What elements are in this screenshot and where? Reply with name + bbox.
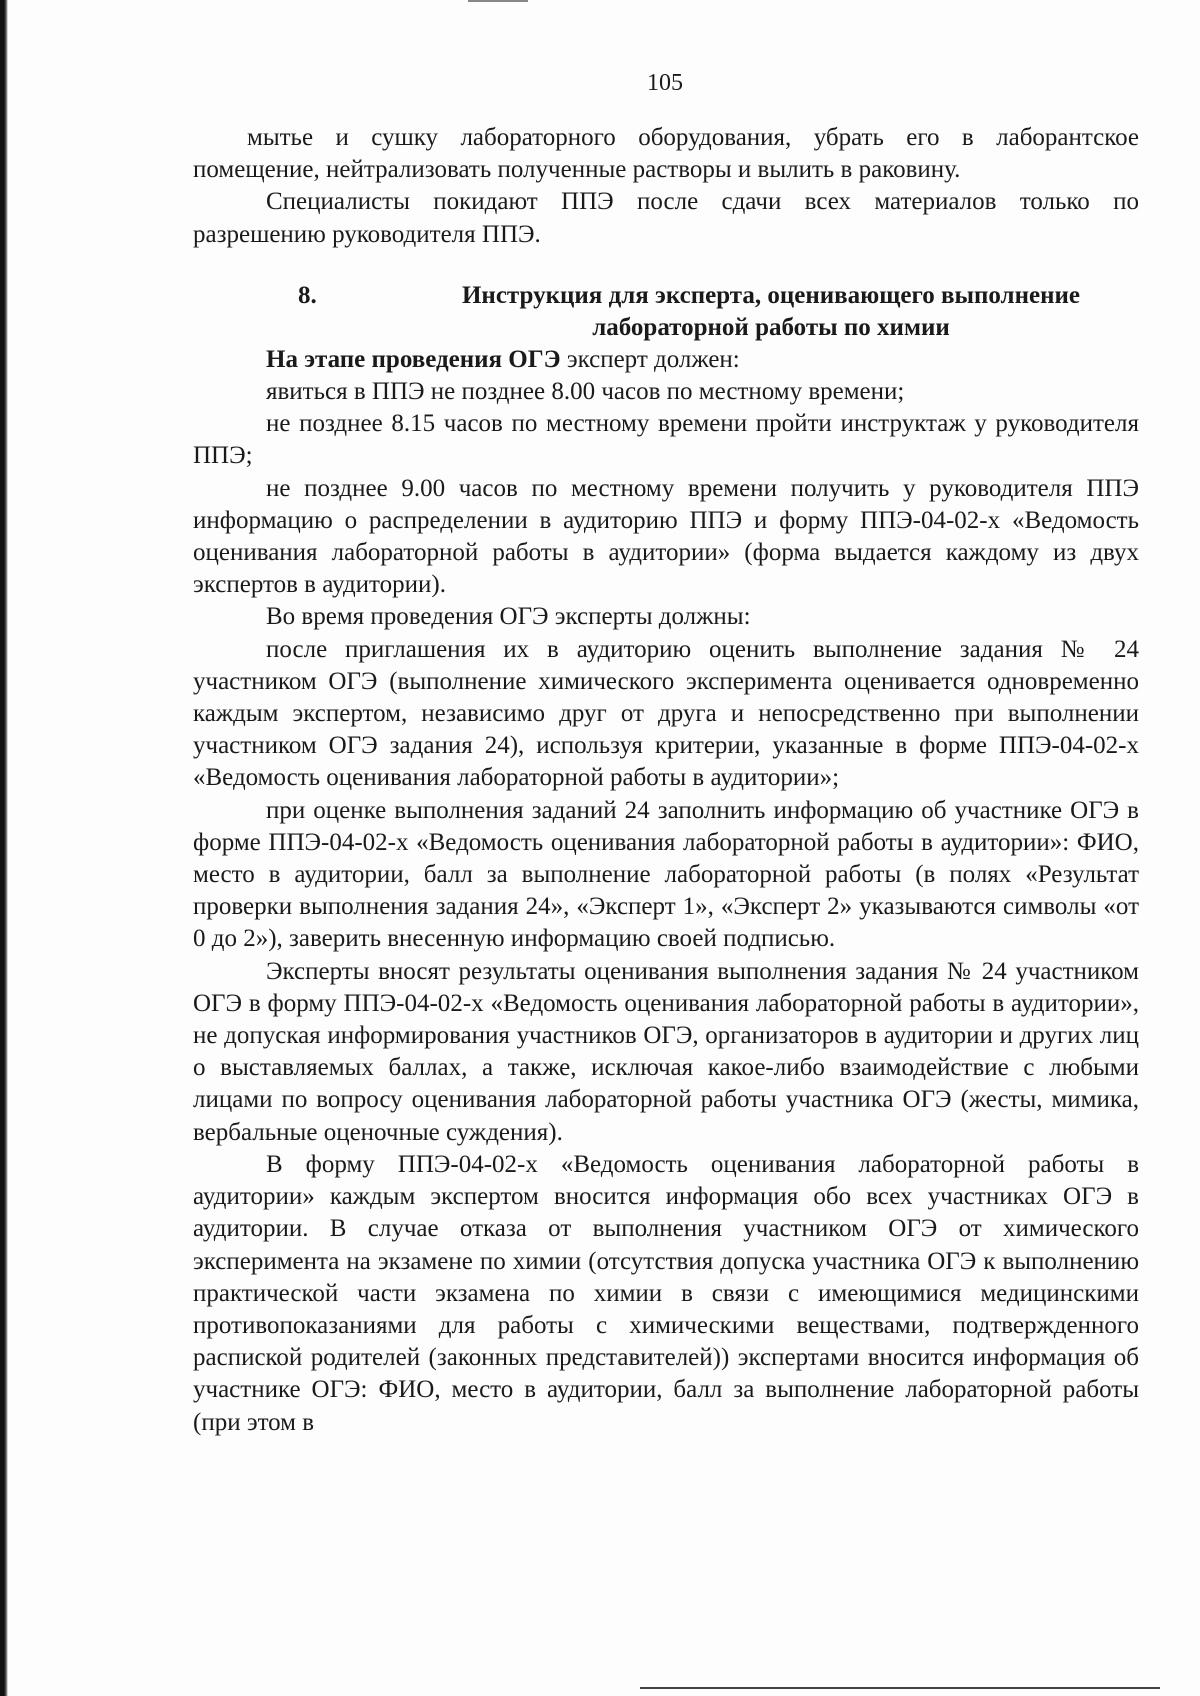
page-number: 105 <box>647 70 683 96</box>
paragraph: Во время проведения ОГЭ эксперты должны: <box>266 603 751 631</box>
paragraph: не позднее 8.15 часов по местному времени пройти инструктаж у руководителя ППЭ; <box>193 410 1139 470</box>
section-heading <box>193 280 1139 344</box>
paragraph: Специалисты покидают ППЭ после сдачи всех материалов только по разрешению руководителя ППЭ. <box>193 188 1139 248</box>
stage-heading <box>193 344 1139 376</box>
section-title: Инструкция для эксперта, оценивающего выполнение лабораторной работы по химии <box>461 281 1080 341</box>
section-number: 8. <box>298 281 317 309</box>
scan-top-mark <box>468 0 528 2</box>
scan-bottom-line <box>640 1687 1160 1689</box>
stage-heading-bold: На этапе проведения ОГЭ <box>266 345 561 373</box>
paragraph: после приглашения их в аудиторию оценить выполнение задания № 24 участником ОГЭ (выполнение химического эксперимента оценивается одновременно каждым экспертом, независимо друг от друга и непосредственно при выполнении участником ОГЭ задания 24), используя критерии, указанные в форме ППЭ-04-02-х «Ведомость оценивания лабораторной работы в аудитории»; <box>193 635 1139 792</box>
scan-binding-edge <box>0 0 8 1696</box>
paragraph: Эксперты вносят результаты оценивания выполнения задания № 24 участником ОГЭ в форму ППЭ-04-02-х «Ведомость оценивания лабораторной работы в аудитории», не допуская информирования участников ОГЭ, организаторов в аудитории и других лиц о выставляемых баллах, а также, исключая какое-либо взаимодействие с любыми лицами по вопросу оценивания лабораторной работы участника ОГЭ (жесты, мимика, вербальные оценочные суждения). <box>193 957 1139 1146</box>
document-body <box>193 122 1139 1439</box>
paragraph: В форму ППЭ-04-02-х «Ведомость оценивания лабораторной работы в аудитории» каждым экспертом вносится информация обо всех участниках ОГЭ в аудитории. В случае отказа от выполнения участником ОГЭ от химического эксперимента на экзамене по химии (отсутствия допуска участника ОГЭ к выполнению практической части экзамена по химии в связи с имеющимися медицинскими противопоказаниями для работы с химическими веществами, подтвержденного распиской родителей (законных представителей)) экспертами вносится информация об участнике ОГЭ: ФИО, место в аудитории, балл за выполнение лабораторной работы (при этом в <box>193 1150 1139 1436</box>
paragraph-continued: мытье и сушку лабораторного оборудования, убрать его в лаборантское помещение, нейтрализовать полученные растворы и вылить в раковину. <box>193 124 1139 184</box>
paragraph: при оценке выполнения заданий 24 заполнить информацию об участнике ОГЭ в форме ППЭ-04-02-х «Ведомость оценивания лабораторной работы в аудитории»: ФИО, место в аудитории, балл за выполнение лабораторной работы (в полях «Результат проверки выполнения задания 24», «Эксперт 1», «Эксперт 2» указываются символы «от 0 до 2»), заверить внесенную информацию своей подписью. <box>193 796 1139 953</box>
paragraph: явиться в ППЭ не позднее 8.00 часов по местному времени; <box>266 378 905 406</box>
paragraph: не позднее 9.00 часов по местному времени получить у руководителя ППЭ информацию о распределении в аудиторию ППЭ и форму ППЭ-04-02-х «Ведомость оценивания лабораторной работы в аудитории» (форма выдается каждому из двух экспертов в аудитории). <box>193 474 1139 599</box>
stage-heading-rest: эксперт должен: <box>560 345 740 373</box>
